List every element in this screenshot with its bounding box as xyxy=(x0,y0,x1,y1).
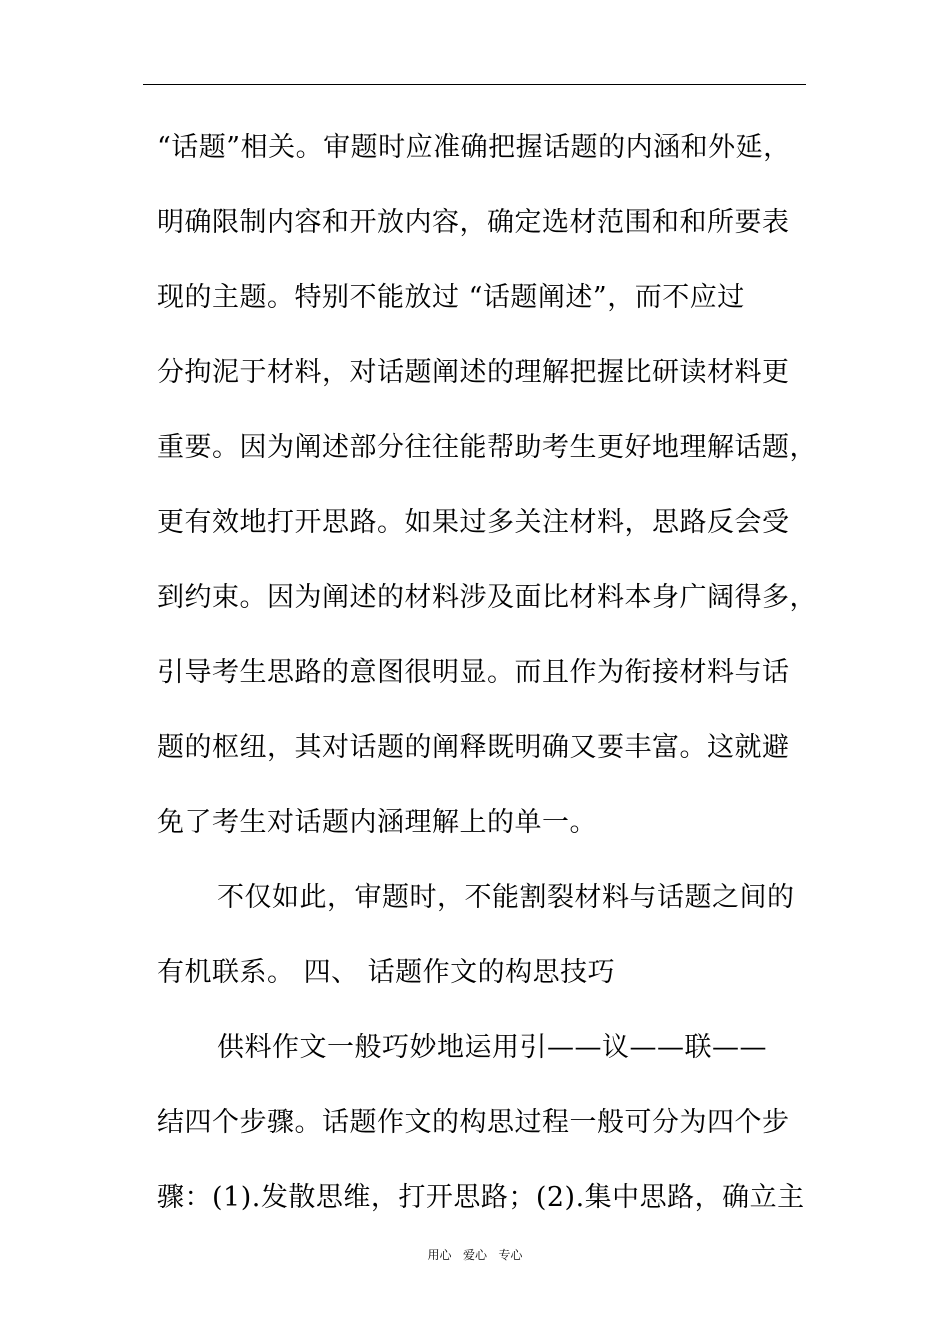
text-line: 到约束。因为阐述的材料涉及面比材料本身广阔得多， xyxy=(157,582,817,613)
text-line: 现的主题。特别不能放过 “话题阐述”，而不应过 xyxy=(157,282,745,313)
text-line: 有机联系。 四、 话题作文的构思技巧 xyxy=(157,957,616,988)
text-line: “话题”相关。审题时应准确把握话题的内涵和外延， xyxy=(157,132,791,163)
text-line: 更有效地打开思路。如果过多关注材料，思路反会受 xyxy=(157,507,790,538)
text-line: 免了考生对话题内涵理解上的单一。 xyxy=(157,807,597,838)
paragraph-first-line: 供料作文一般巧妙地运用引——议——联—— xyxy=(217,1032,767,1063)
text-line: 题的枢纽，其对话题的阐释既明确又要丰富。这就避 xyxy=(157,732,790,763)
header-rule xyxy=(143,84,806,85)
page-footer: 用心 爱心 专心 xyxy=(427,1248,523,1262)
paragraph-first-line: 不仅如此，审题时，不能割裂材料与话题之间的 xyxy=(217,882,795,913)
text-line: 重要。因为阐述部分往往能帮助考生更好地理解话题， xyxy=(157,432,817,463)
text-line: 分拘泥于材料，对话题阐述的理解把握比研读材料更 xyxy=(157,357,790,388)
text-line: 骤：(1).发散思维，打开思路；(2).集中思路，确立主 xyxy=(157,1182,805,1213)
document-body xyxy=(157,110,817,1235)
text-line: 引导考生思路的意图很明显。而且作为衔接材料与话 xyxy=(157,657,790,688)
text-line: 明确限制内容和开放内容，确定选材范围和和所要表 xyxy=(157,207,790,238)
text-line: 结四个步骤。话题作文的构思过程一般可分为四个步 xyxy=(157,1107,790,1138)
